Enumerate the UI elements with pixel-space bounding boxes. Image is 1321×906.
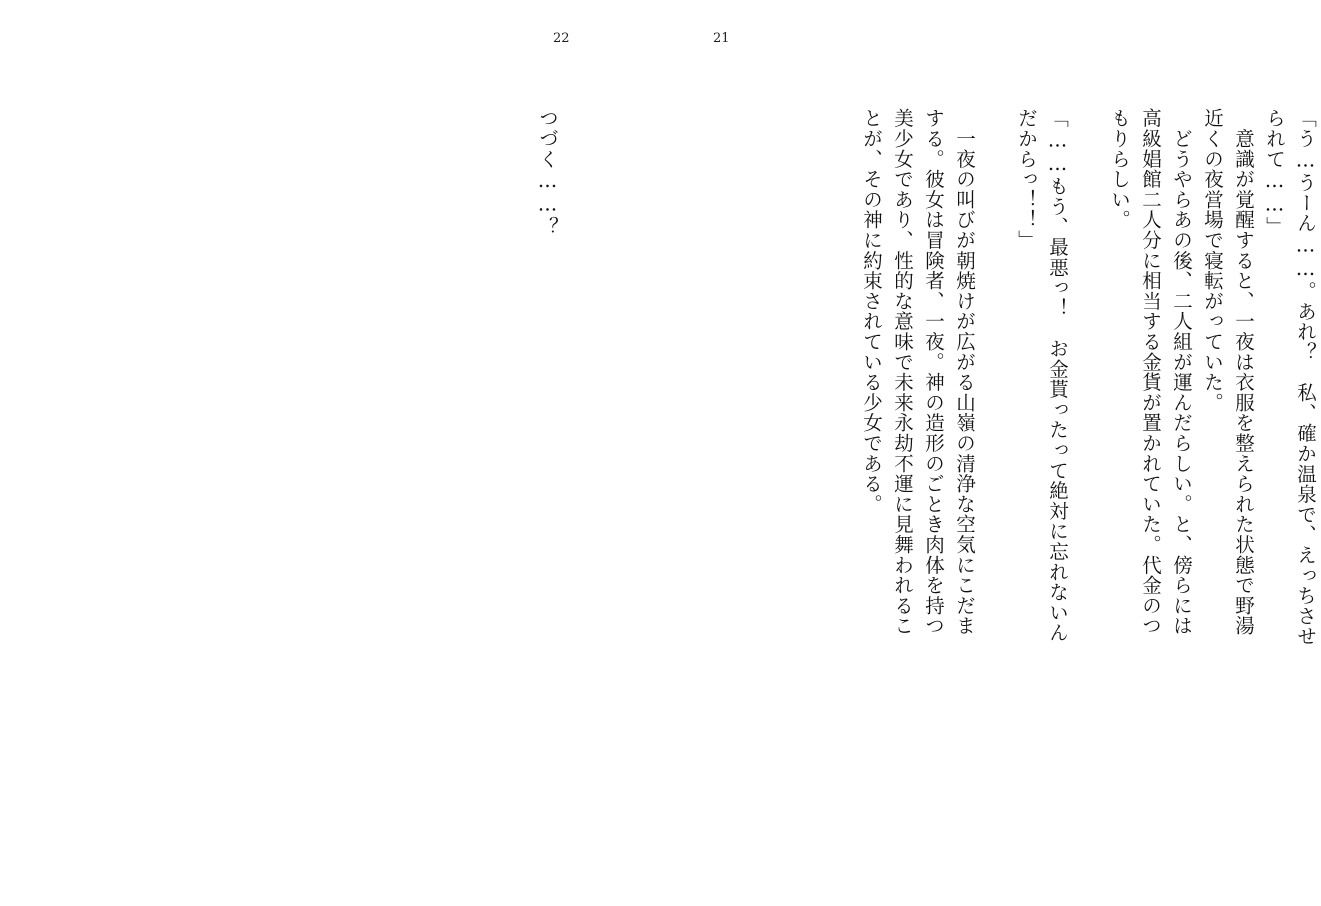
text-column: だからっ！！」 — [1015, 108, 1038, 251]
text-column: 意識が覚醒すると、一夜は衣服を整えられた状態で野湯 — [1232, 108, 1255, 636]
text-column: 高級娼館二人分に相当する金貨が置かれていた。代金のつ — [1139, 108, 1162, 636]
paragraph-epilogue — [856, 108, 980, 868]
paragraph-awakening-narration — [1197, 108, 1259, 868]
text-column: 美少女であり、性的な意味で未来永劫不運に見舞われるこ — [891, 108, 914, 636]
text-column: 近くの夜営場で寝転がっていた。 — [1201, 108, 1224, 413]
right-page — [640, 0, 1317, 906]
text-column: とが、その神に約束されている少女である。 — [860, 108, 883, 514]
page-number-right: 21 — [713, 31, 730, 46]
text-column: どうやらあの後、二人組が運んだらしい。と、傍らには — [1170, 108, 1193, 636]
text-column: 「う…うーん……。あれ？ 私、確か温泉で、えっちさせ — [1294, 108, 1317, 647]
text-column: もりらしい。 — [1108, 108, 1131, 230]
text-column: 「……もう、最悪っ！ お金貰ったって絶対に忘れないん — [1046, 108, 1069, 643]
text-column: 一夜の叫びが朝焼けが広がる山嶺の清浄な空気にこだま — [953, 108, 976, 636]
paragraph-dialogue-complaint — [1011, 108, 1073, 868]
to-be-continued-text: つづく……？ — [536, 108, 559, 237]
blank-line — [1073, 108, 1104, 868]
text-column: られて……」 — [1263, 108, 1286, 237]
paragraph-dialogue-awakening — [1259, 108, 1321, 868]
page-number-left: 22 — [553, 31, 570, 46]
left-page — [0, 0, 640, 906]
paragraph-gold-coins — [1104, 108, 1197, 868]
blank-line — [980, 108, 1011, 868]
story-text — [856, 108, 1321, 868]
text-column: する。彼女は冒険者、一夜。神の造形のごとき肉体を持つ — [922, 108, 945, 636]
